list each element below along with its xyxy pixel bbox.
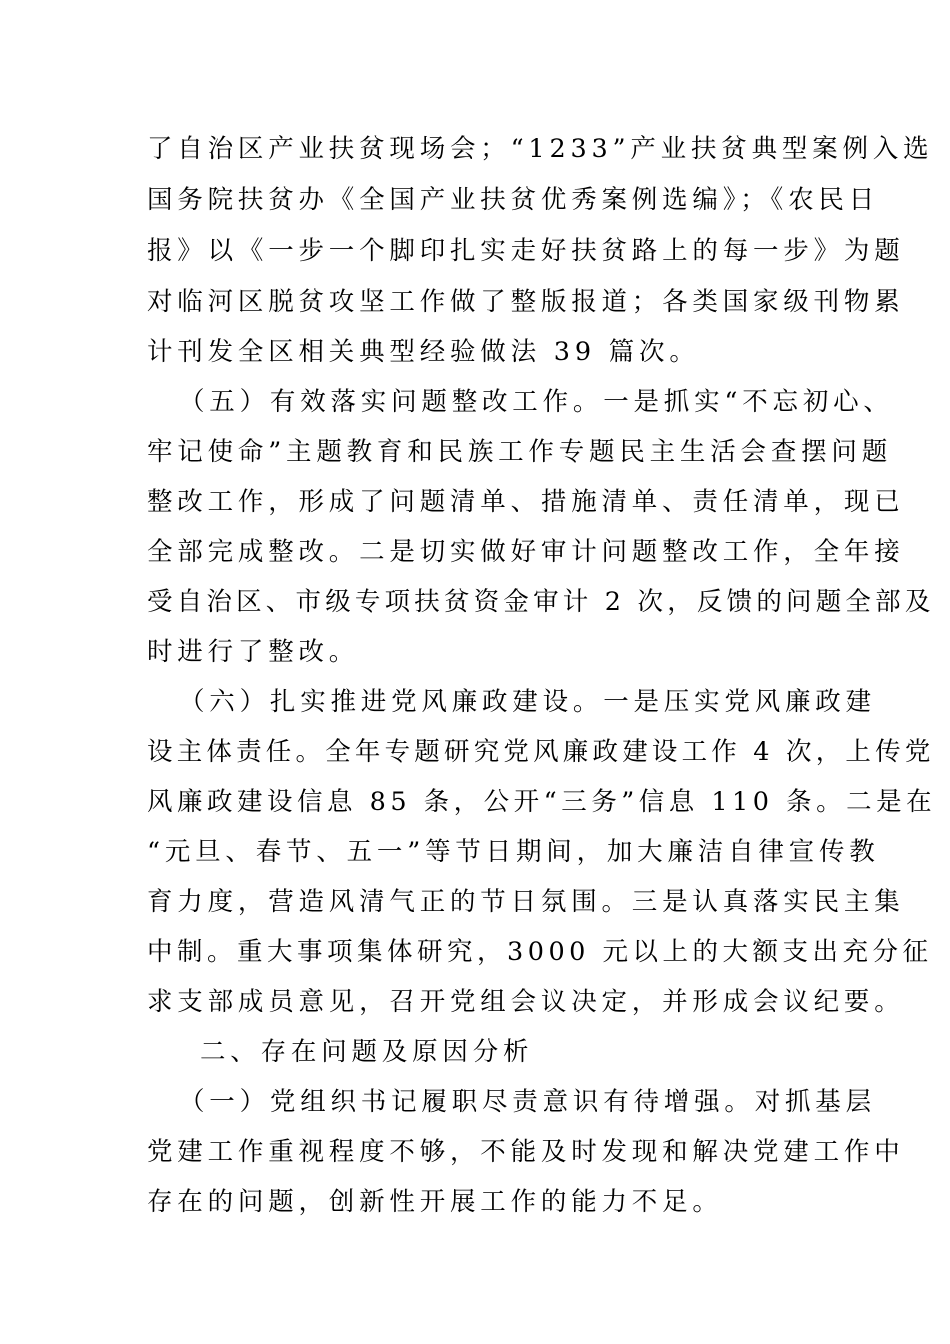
text-line: 对临河区脱贫攻坚工作做了整版报道；各类国家级刊物累 xyxy=(147,287,905,317)
text-line: 报》以《一步一个脚印扎实走好扶贫路上的每一步》为题 xyxy=(147,236,905,266)
text-line: 时进行了整改。 xyxy=(147,637,360,667)
section-heading-1: （一）党组织书记履职尽责意识有待增强。对抓基层 xyxy=(179,1087,876,1117)
text-line: 受自治区、市级专项扶贫资金审计 2 次，反馈的问题全部及 xyxy=(147,587,935,617)
chapter-heading: 二、存在问题及原因分析 xyxy=(200,1037,534,1067)
text-line: 整改工作，形成了问题清单、措施清单、责任清单，现已 xyxy=(147,487,905,517)
text-line: 中制。重大事项集体研究，3000 元以上的大额支出充分征 xyxy=(147,937,933,967)
section-heading-5: （五）有效落实问题整改工作。一是抓实“不忘初心、 xyxy=(179,387,894,417)
text-line: 国务院扶贫办《全国产业扶贫优秀案例选编》；《农民日 xyxy=(147,185,880,215)
text-line: 求支部成员意见，召开党组会议决定，并形成会议纪要。 xyxy=(147,987,905,1017)
text-line: 设主体责任。全年专题研究党风廉政建设工作 4 次，上传党 xyxy=(147,737,935,767)
text-line: 党建工作重视程度不够，不能及时发现和解决党建工作中 xyxy=(147,1137,905,1167)
text-line: 存在的问题，创新性开展工作的能力不足。 xyxy=(147,1187,723,1217)
text-line: 全部完成整改。二是切实做好审计问题整改工作，全年接 xyxy=(147,537,905,567)
text-line: 了自治区产业扶贫现场会；“1233”产业扶贫典型案例入选 xyxy=(147,134,934,164)
text-line: 育力度，营造风清气正的节日氛围。三是认真落实民主集 xyxy=(147,887,905,917)
text-line: “元旦、春节、五一”等节日期间，加大廉洁自律宣传教 xyxy=(147,837,880,867)
section-heading-6: （六）扎实推进党风廉政建设。一是压实党风廉政建 xyxy=(179,687,876,717)
text-line: 风廉政建设信息 85 条，公开“三务”信息 110 条。二是在 xyxy=(147,787,937,817)
text-line: 计刊发全区相关典型经验做法 39 篇次。 xyxy=(147,337,700,367)
text-line: 牢记使命”主题教育和民族工作专题民主生活会查摆问题 xyxy=(147,437,893,467)
